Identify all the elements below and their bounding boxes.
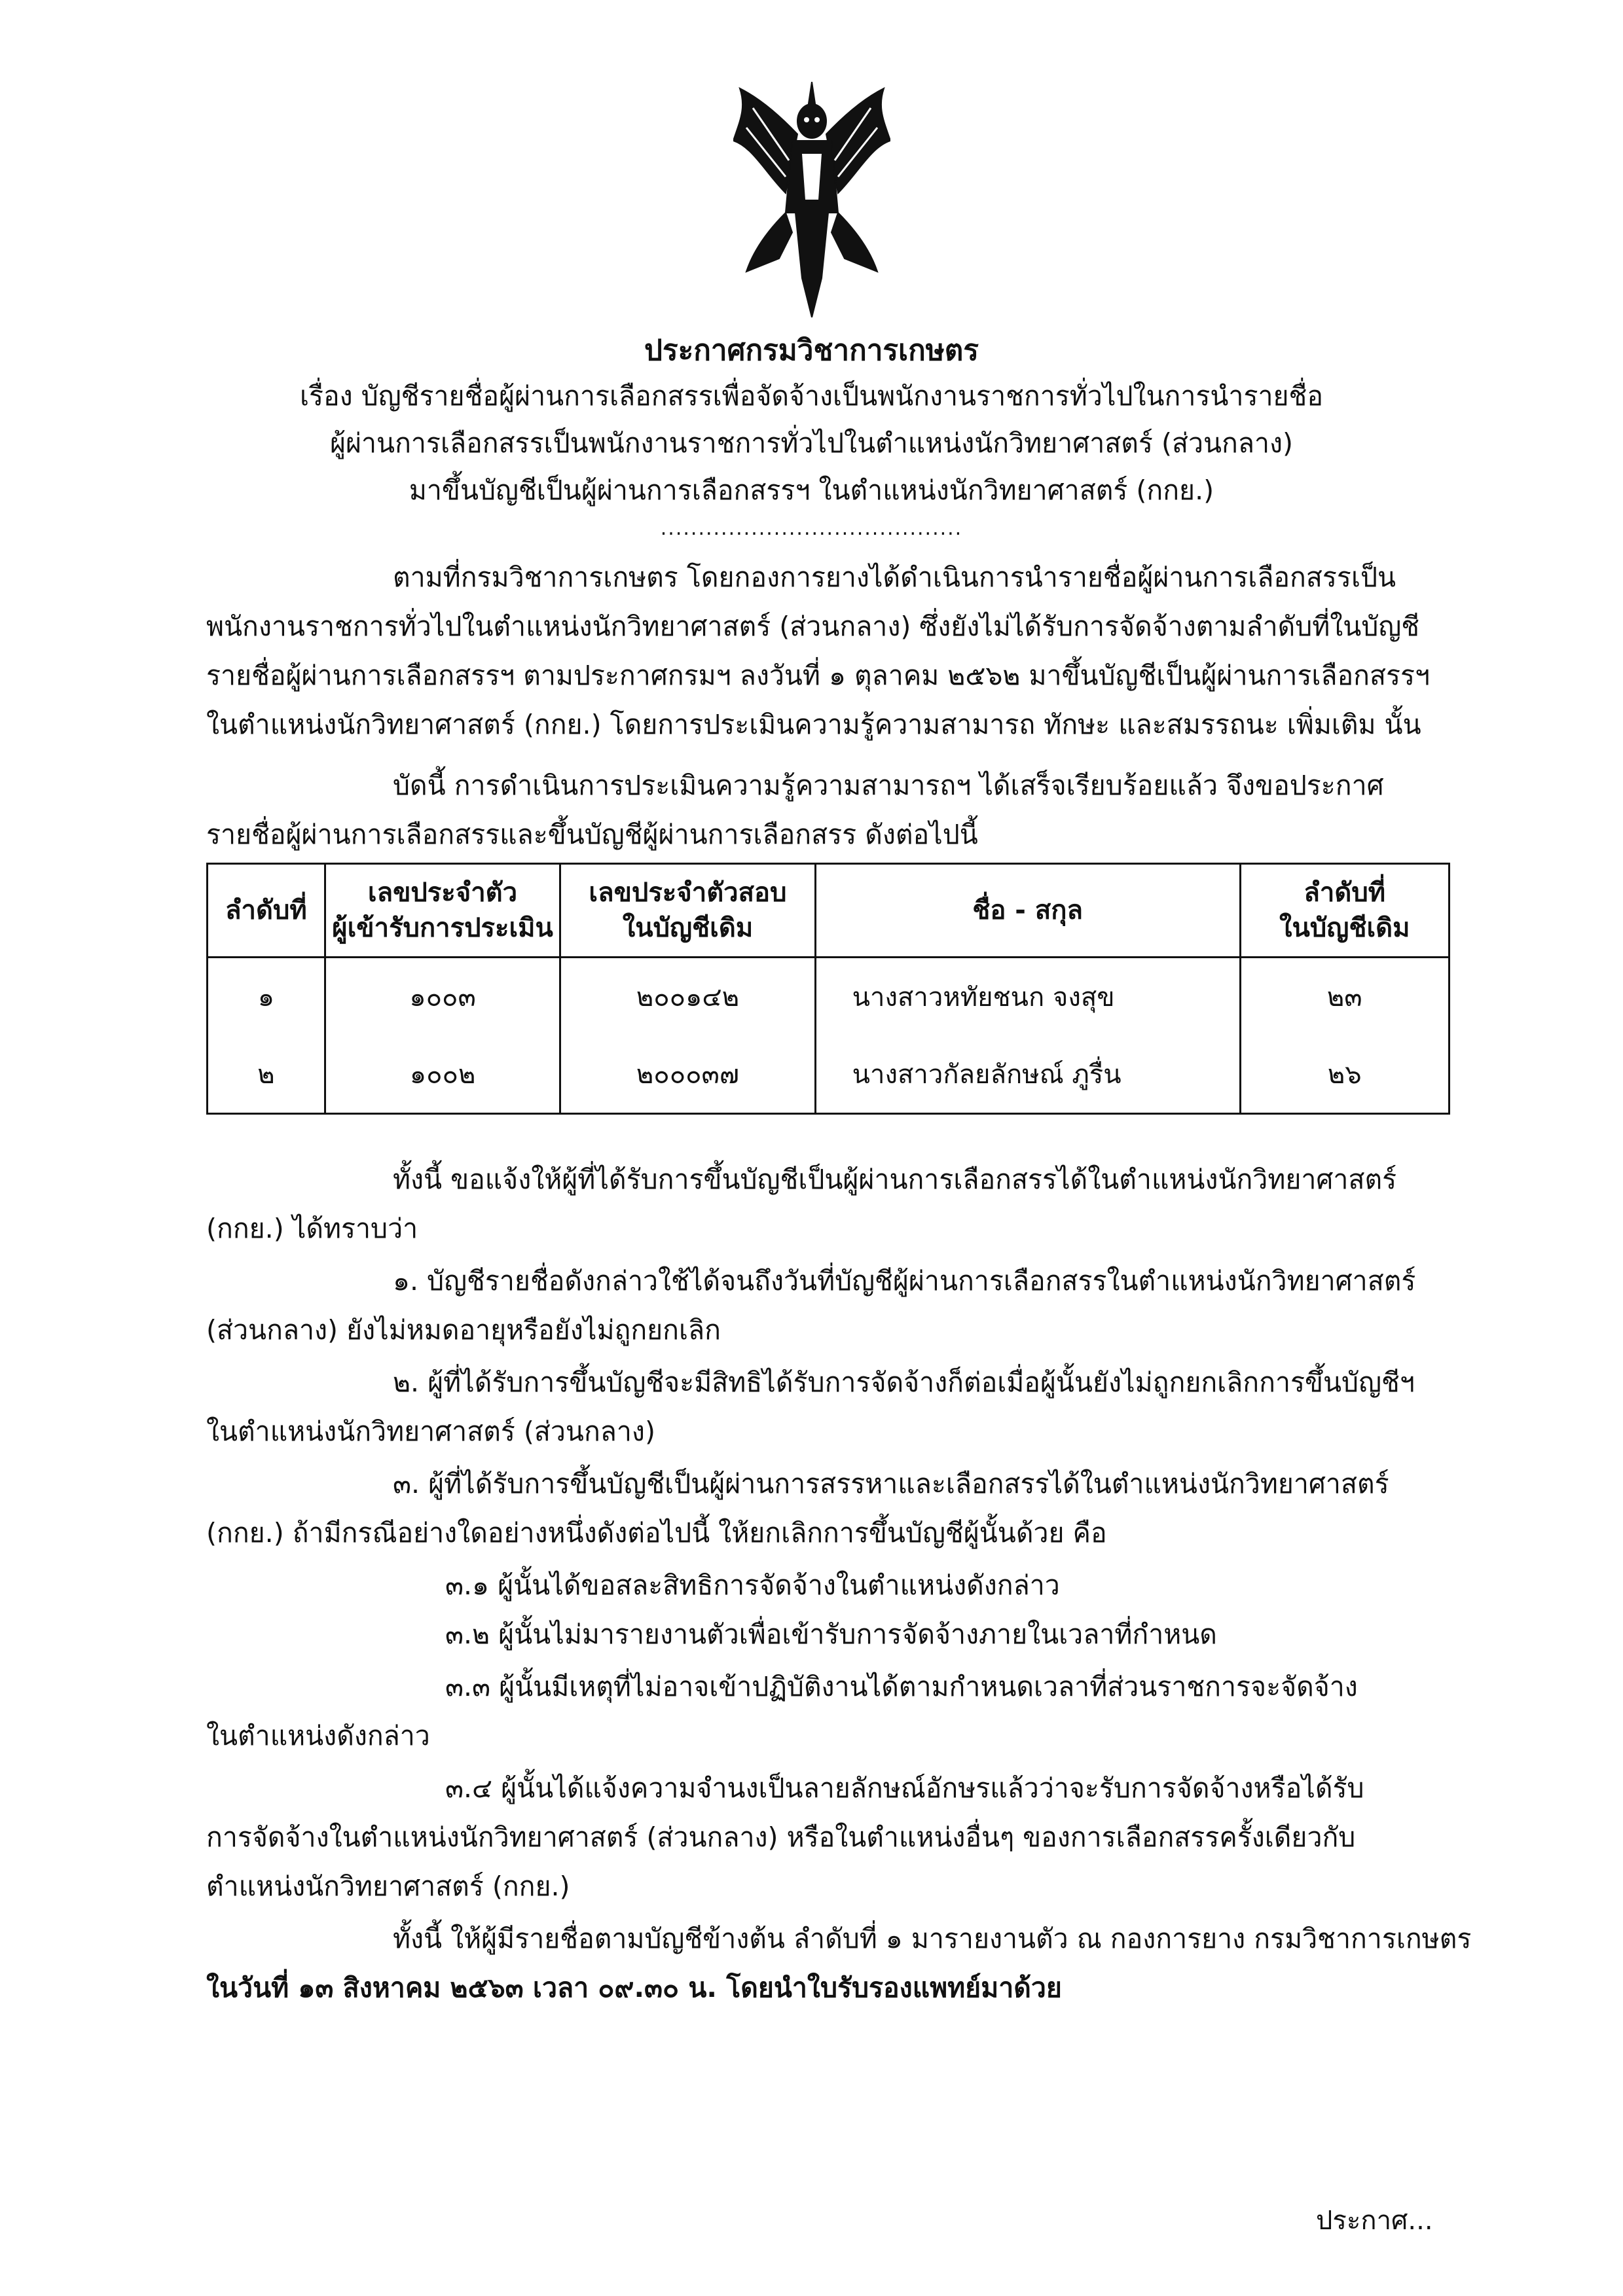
table-row [208, 958, 1450, 1036]
item-3-4-line-3: ตำแหน่งนักวิทยาศาสตร์ (กกย.) [206, 1871, 570, 1902]
intro-p1-line-1: ตามที่กรมวิชาการเกษตร โดยกองการยางได้ดำเนินการนำรายชื่อผู้ผ่านการเลือกสรรเป็น [393, 562, 1396, 593]
item-3-3-line-1: ๓.๓ ผู้นั้นมีเหตุที่ไม่อาจเข้าปฏิบัติงานได้ตามกำหนดเวลาที่ส่วนราชการจะจัดจ้าง [445, 1671, 1358, 1702]
intro-p2-line-1: บัดนี้ การดำเนินการประเมินความรู้ความสามารถฯ ได้เสร็จเรียบร้อยแล้ว จึงขอประกาศ [393, 770, 1384, 801]
item-2-line-2: ในตำแหน่งนักวิทยาศาสตร์ (ส่วนกลาง) [206, 1416, 655, 1447]
subject-line-1: เรื่อง บัญชีรายชื่อผู้ผ่านการเลือกสรรเพื่อจัดจ้างเป็นพนักงานราชการทั่วไปในการนำรายชื่อ [300, 380, 1323, 412]
continuation-marker: ประกาศ... [1316, 2206, 1433, 2236]
subject-line-3: มาขึ้นบัญชีเป็นผู้ผ่านการเลือกสรรฯ ในตำแหน่งนักวิทยาศาสตร์ (กกย.) [409, 475, 1214, 506]
notice-p1-line-2: (กกย.) ได้ทราบว่า [206, 1213, 418, 1244]
intro-p1-line-3: รายชื่อผู้ผ่านการเลือกสรรฯ ตามประกาศกรมฯ ลงวันที่ ๑ ตุลาคม ๒๕๖๒ มาขึ้นบัญชีเป็นผู้ผ่านการเลือกสรรฯ [206, 660, 1431, 691]
col-header-exam-id: เลขประจำตัวสอบ ในบัญชีเดิม [560, 864, 815, 958]
closing-line-1: ทั้งนี้ ให้ผู้มีรายชื่อตามบัญชีข้างต้น ลำดับที่ ๑ มารายงานตัว ณ กองการยาง กรมวิชาการเกษตร [393, 1923, 1472, 1954]
cell-orig-rank: ๒๓ [1240, 958, 1449, 1036]
garuda-emblem-icon [733, 82, 890, 317]
intro-p1-line-4: ในตำแหน่งนักวิทยาศาสตร์ (กกย.) โดยการประเมินความรู้ความสามารถ ทักษะ และสมรรถนะ เพิ่มเติม นั้น [206, 709, 1421, 740]
col-header-id: เลขประจำตัว ผู้เข้ารับการประเมิน [325, 864, 560, 958]
item-2-line-1: ๒. ผู้ที่ได้รับการขึ้นบัญชีจะมีสิทธิได้รับการจัดจ้างก็ต่อเมื่อผู้นั้นยังไม่ถูกยกเลิกการขึ้นบัญชีฯ [393, 1367, 1415, 1398]
item-1-line-2: (ส่วนกลาง) ยังไม่หมดอายุหรือยังไม่ถูกยกเลิก [206, 1314, 721, 1346]
item-3-2: ๓.๒ ผู้นั้นไม่มารายงานตัวเพื่อเข้ารับการจัดจ้างภายในเวลาที่กำหนด [445, 1619, 1217, 1650]
cell-no: ๒ [208, 1035, 325, 1114]
document-title: ประกาศกรมวิชาการเกษตร [644, 334, 979, 367]
cell-name: นางสาวกัลยลักษณ์ ภูรื่น [815, 1035, 1240, 1114]
cell-id: ๑๐๐๒ [325, 1035, 560, 1114]
item-3-4-line-1: ๓.๔ ผู้นั้นได้แจ้งความจำนงเป็นลายลักษณ์อักษรแล้วว่าจะรับการจัดจ้างหรือได้รับ [445, 1772, 1364, 1804]
item-3-line-1: ๓. ผู้ที่ได้รับการขึ้นบัญชีเป็นผู้ผ่านการสรรหาและเลือกสรรได้ในตำแหน่งนักวิทยาศาสตร์ [393, 1468, 1389, 1499]
item-3-4-line-2: การจัดจ้างในตำแหน่งนักวิทยาศาสตร์ (ส่วนกลาง) หรือในตำแหน่งอื่นๆ ของการเลือกสรรครั้งเดียวกับ [206, 1821, 1356, 1853]
col-header-name: ชื่อ - สกุล [815, 864, 1240, 958]
item-3-1: ๓.๑ ผู้นั้นได้ขอสละสิทธิการจัดจ้างในตำแหน่งดังกล่าว [445, 1570, 1060, 1601]
closing-line-2: ในวันที่ ๑๓ สิงหาคม ๒๕๖๓ เวลา ๐๙.๓๐ น. โดยนำใบรับรองแพทย์มาด้วย [206, 1972, 1062, 2003]
item-3-3-line-2: ในตำแหน่งดังกล่าว [206, 1720, 430, 1751]
item-1-line-1: ๑. บัญชีรายชื่อดังกล่าวใช้ได้จนถึงวันที่บัญชีผู้ผ่านการเลือกสรรในตำแหน่งนักวิทยาศาสตร์ [393, 1265, 1416, 1297]
intro-p1-line-2: พนักงานราชการทั่วไปในตำแหน่งนักวิทยาศาสตร์ (ส่วนกลาง) ซึ่งยังไม่ได้รับการจัดจ้างตามลำดับที่ในบัญชี [206, 611, 1420, 642]
item-3-line-2: (กกย.) ถ้ามีกรณีอย่างใดอย่างหนึ่งดังต่อไปนี้ ให้ยกเลิกการขึ้นบัญชีผู้นั้นด้วย คือ [206, 1517, 1107, 1549]
cell-exam-id: ๒๐๐๑๔๒ [560, 958, 815, 1036]
intro-p2-line-2: รายชื่อผู้ผ่านการเลือกสรรและขึ้นบัญชีผู้ผ่านการเลือกสรร ดังต่อไปนี้ [206, 819, 978, 850]
table-header-row [208, 864, 1450, 958]
subject-line-2: ผู้ผ่านการเลือกสรรเป็นพนักงานราชการทั่วไปในตำแหน่งนักวิทยาศาสตร์ (ส่วนกลาง) [329, 427, 1293, 459]
cell-name: นางสาวหทัยชนก จงสุข [815, 958, 1240, 1036]
cell-no: ๑ [208, 958, 325, 1036]
cell-id: ๑๐๐๓ [325, 958, 560, 1036]
cell-orig-rank: ๒๖ [1240, 1035, 1449, 1114]
notice-p1-line-1: ทั้งนี้ ขอแจ้งให้ผู้ที่ได้รับการขึ้นบัญชีเป็นผู้ผ่านการเลือกสรรได้ในตำแหน่งนักวิทยาศาสตร์ [393, 1164, 1397, 1195]
table-row [208, 1035, 1450, 1114]
col-header-no: ลำดับที่ [208, 864, 325, 958]
col-header-orig-rank: ลำดับที่ ในบัญชีเดิม [1240, 864, 1449, 958]
title-divider: ........................................ [660, 517, 963, 540]
cell-exam-id: ๒๐๐๐๓๗ [560, 1035, 815, 1114]
candidate-table [206, 863, 1450, 1115]
